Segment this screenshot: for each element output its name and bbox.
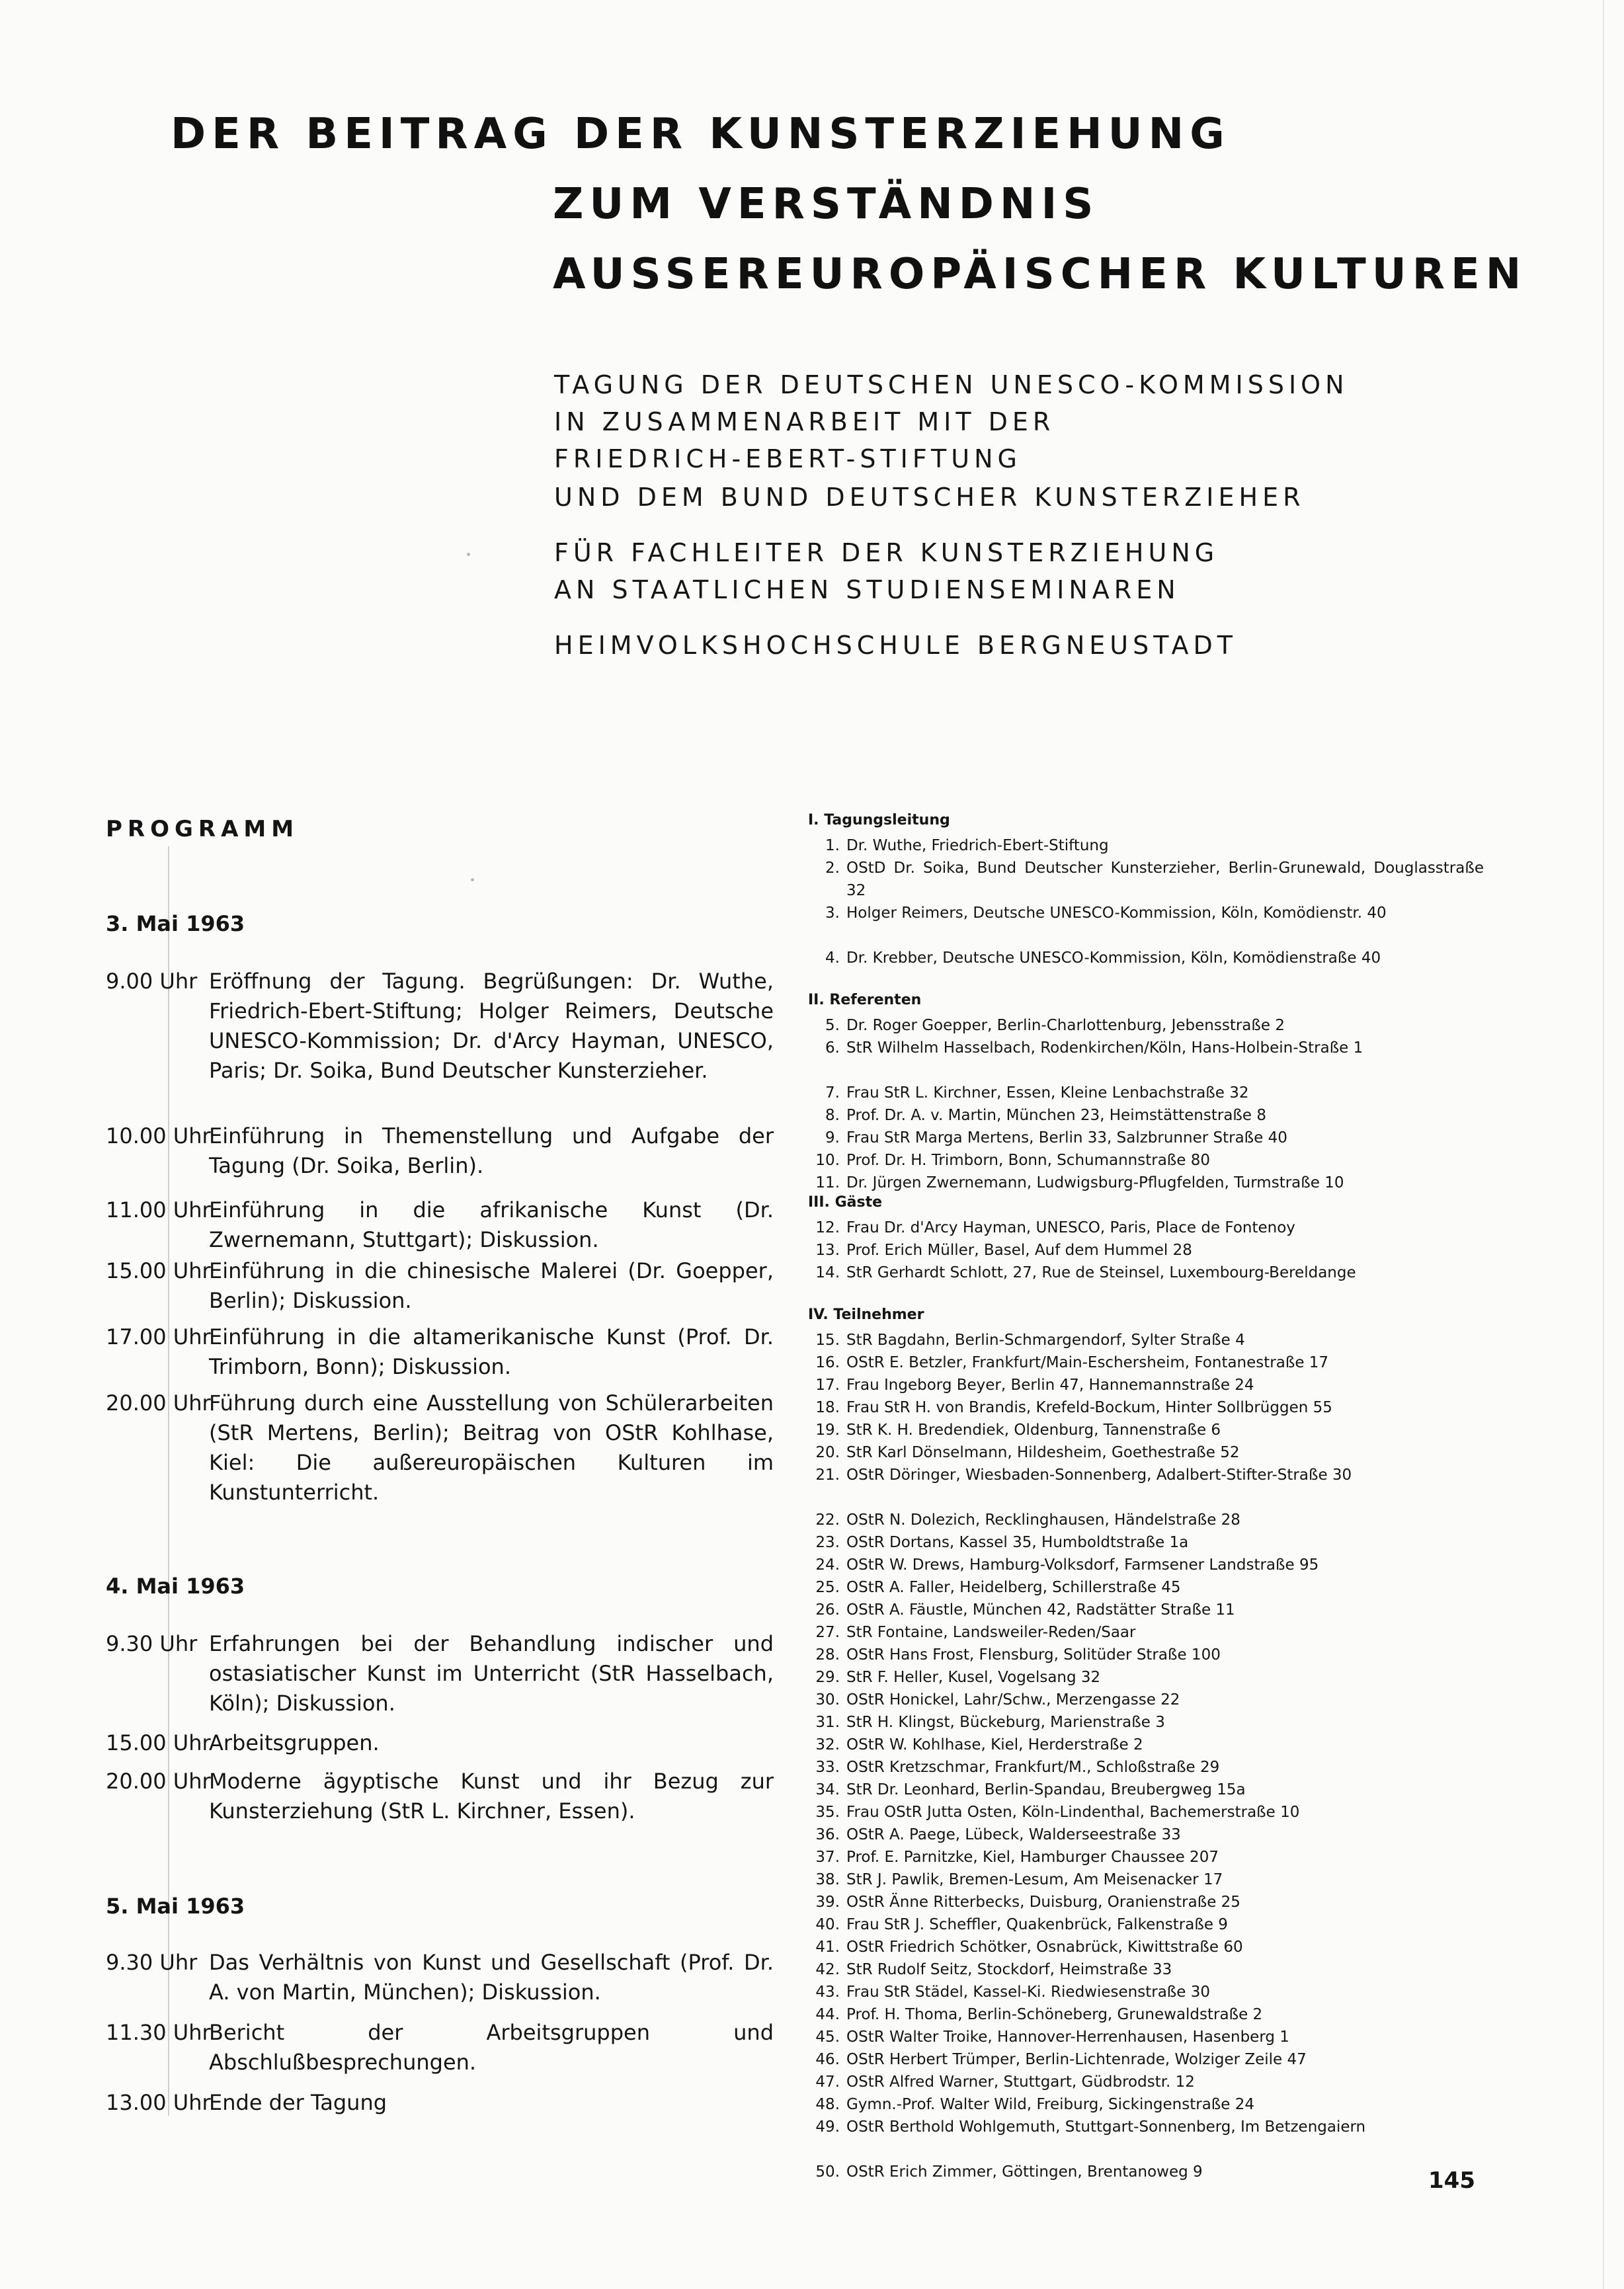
participant-number: 43. — [815, 1984, 840, 2001]
title-line-1: DER BEITRAG DER KUNSTERZIEHUNG — [171, 110, 1231, 159]
program-time: 20.00 Uhr — [106, 1390, 211, 1416]
participant-text: OStR A. Faller, Heidelberg, Schillerstraße 45 — [846, 1579, 1181, 1596]
participant-text: OStR E. Betzler, Frankfurt/Main-Eschersheim, Fontanestraße 17 — [846, 1354, 1329, 1371]
participant-entry — [808, 1801, 1484, 1824]
participant-number: 40. — [815, 1916, 840, 1933]
participant-text: OStR Erich Zimmer, Göttingen, Brentanoweg 9 — [846, 2163, 1203, 2181]
participant-text: Dr. Roger Goepper, Berlin-Charlottenburg, Jebensstraße 2 — [846, 1017, 1285, 1034]
participant-text: Frau StR L. Kirchner, Essen, Kleine Lenbachstraße 32 — [846, 1084, 1249, 1102]
participant-entry — [808, 1531, 1484, 1554]
participant-group-heading: III. Gäste — [808, 1194, 883, 1211]
participant-text: OStR A. Paege, Lübeck, Walderseestraße 33 — [846, 1826, 1181, 1843]
participant-text: StR Gerhardt Schlott, 27, Rue de Steinsel, Luxembourg-Bereldange — [846, 1264, 1356, 1281]
speck-mark — [467, 553, 470, 556]
participant-number: 45. — [815, 2028, 840, 2046]
participant-entry — [808, 2003, 1484, 2026]
day-date: 4. Mai 1963 — [106, 1574, 245, 1599]
participant-number: 7. — [825, 1084, 840, 1102]
program-text: Einführung in die chinesische Malerei (Dr. Goepper, Berlin); Diskussion. — [209, 1258, 774, 1313]
program-item — [106, 1388, 774, 1507]
participant-entry — [808, 947, 1484, 969]
participant-text: StR Wilhelm Hasselbach, Rodenkirchen/Köln, Hans-Holbein-Straße 1 — [846, 1039, 1363, 1057]
participant-entry — [808, 1239, 1484, 1262]
participant-number: 41. — [815, 1939, 840, 1956]
participant-text: StR Fontaine, Landsweiler-Reden/Saar — [846, 1624, 1136, 1641]
participant-entry — [808, 1576, 1484, 1599]
participant-number: 32. — [815, 1736, 840, 1753]
participant-text: StR F. Heller, Kusel, Vogelsang 32 — [846, 1669, 1101, 1686]
participant-text: OStR Dortans, Kassel 35, Humboldtstraße 1a — [846, 1534, 1189, 1551]
participant-number: 20. — [815, 1444, 840, 1461]
participant-text: Frau Ingeborg Beyer, Berlin 47, Hannemannstraße 24 — [846, 1377, 1254, 1394]
participant-entry — [808, 1509, 1484, 1531]
participant-number: 36. — [815, 1826, 840, 1843]
participant-text: StR Karl Dönselmann, Hildesheim, Goethestraße 52 — [846, 1444, 1240, 1461]
participant-number: 30. — [815, 1691, 840, 1708]
participant-text: OStR N. Dolezich, Recklinghausen, Händelstraße 28 — [846, 1511, 1240, 1529]
participant-entry — [808, 902, 1484, 924]
participant-number: 18. — [815, 1399, 840, 1416]
participant-entry — [808, 1172, 1484, 1194]
participant-entry — [808, 1824, 1484, 1846]
participant-entry — [808, 1756, 1484, 1779]
participant-entry — [808, 1262, 1484, 1284]
participant-number: 2. — [825, 860, 840, 877]
participant-text: Frau StR Städel, Kassel-Ki. Riedwiesenstraße 30 — [846, 1984, 1211, 2001]
program-time: 15.00 Uhr — [106, 1258, 211, 1283]
participant-entry — [808, 1981, 1484, 2003]
participant-number: 46. — [815, 2051, 840, 2068]
program-item — [106, 967, 774, 1086]
title-line-2: ZUM VERSTÄNDNIS — [553, 180, 1100, 229]
program-text: Ende der Tagung — [209, 2090, 387, 2115]
participant-text: Prof. E. Parnitzke, Kiel, Hamburger Chaussee 207 — [846, 1849, 1219, 1866]
participant-number: 34. — [815, 1781, 840, 1798]
participant-text: OStR W. Kohlhase, Kiel, Herderstraße 2 — [846, 1736, 1143, 1753]
participant-group-heading: I. Tagungsleitung — [808, 812, 950, 828]
program-text: Einführung in die altamerikanische Kunst (Prof. Dr. Trimborn, Bonn); Diskussion. — [209, 1324, 774, 1379]
participant-number: 11. — [815, 1174, 840, 1191]
program-time: 17.00 Uhr — [106, 1324, 211, 1349]
participant-text: OStR Döringer, Wiesbaden-Sonnenberg, Adalbert-Stifter-Straße 30 — [846, 1466, 1352, 1484]
participant-number: 22. — [815, 1511, 840, 1529]
participant-number: 44. — [815, 2006, 840, 2023]
participant-entry — [808, 1689, 1484, 1711]
participant-text: OStR Herbert Trümper, Berlin-Lichtenrade, Wolziger Zeile 47 — [846, 2051, 1307, 2068]
participant-entry — [808, 2093, 1484, 2116]
participant-entry — [808, 2116, 1484, 2138]
participant-number: 31. — [815, 1714, 840, 1731]
participant-text: StR Bagdahn, Berlin-Schmargendorf, Sylter Straße 4 — [846, 1332, 1245, 1349]
participant-entry — [808, 2026, 1484, 2048]
participant-number: 26. — [815, 1601, 840, 1619]
participant-entry — [808, 1846, 1484, 1868]
program-time: 9.00 Uhr — [106, 969, 198, 994]
day-date: 3. Mai 1963 — [106, 911, 245, 936]
participant-entry — [808, 1554, 1484, 1576]
program-item — [106, 1767, 774, 1826]
participant-number: 9. — [825, 1129, 840, 1146]
participant-number: 25. — [815, 1579, 840, 1596]
program-text: Arbeitsgruppen. — [209, 1730, 380, 1755]
program-text: Führung durch eine Ausstellung von Schülerarbeiten (StR Mertens, Berlin); Beitrag von OStR Kohlhase, Kiel: Die außereuropäischen Kulturen im Kunstunterricht. — [209, 1390, 774, 1505]
participant-text: OStR Honickel, Lahr/Schw., Merzengasse 22 — [846, 1691, 1180, 1708]
participant-entry — [808, 1374, 1484, 1396]
participant-entry — [808, 1666, 1484, 1689]
subtitle-line-4: UND DEM BUND DEUTSCHER KUNSTERZIEHER — [554, 483, 1305, 512]
program-time: 11.30 Uhr — [106, 2020, 211, 2045]
participant-number: 50. — [815, 2163, 840, 2181]
participant-entry — [808, 1891, 1484, 1913]
participant-number: 13. — [815, 1242, 840, 1259]
participant-text: OStR Friedrich Schötker, Osnabrück, Kiwittstraße 60 — [846, 1939, 1243, 1956]
page-number: 145 — [1428, 2167, 1475, 2194]
participant-number: 6. — [825, 1039, 840, 1057]
participant-entry — [808, 1868, 1484, 1891]
programm-heading: PROGRAMM — [106, 816, 300, 842]
participant-number: 37. — [815, 1849, 840, 1866]
participant-entry — [808, 1958, 1484, 1981]
participant-text: Gymn.-Prof. Walter Wild, Freiburg, Sickingenstraße 24 — [846, 2096, 1255, 2113]
participant-text: Prof. Dr. H. Trimborn, Bonn, Schumannstraße 80 — [846, 1152, 1211, 1169]
participant-number: 15. — [815, 1332, 840, 1349]
participant-entry — [808, 2161, 1484, 2183]
participant-number: 5. — [825, 1017, 840, 1034]
program-text: Moderne ägyptische Kunst und ihr Bezug zur Kunsterziehung (StR L. Kirchner, Essen). — [209, 1769, 774, 1824]
subtitle-line-6: AN STAATLICHEN STUDIENSEMINAREN — [554, 575, 1180, 604]
participant-number: 35. — [815, 1804, 840, 1821]
day-date: 5. Mai 1963 — [106, 1894, 245, 1919]
participant-number: 29. — [815, 1669, 840, 1686]
participant-number: 47. — [815, 2073, 840, 2091]
participant-number: 24. — [815, 1556, 840, 1574]
participant-text: OStR Hans Frost, Flensburg, Solitüder Straße 100 — [846, 1646, 1221, 1664]
participant-number: 1. — [825, 837, 840, 854]
program-time: 9.30 Uhr — [106, 1950, 198, 1975]
participant-entry — [808, 1464, 1484, 1486]
page-edge-shadow — [1603, 0, 1604, 2289]
participant-text: StR Rudolf Seitz, Stockdorf, Heimstraße 33 — [846, 1961, 1172, 1978]
participant-entry — [808, 2048, 1484, 2071]
participant-number: 14. — [815, 1264, 840, 1281]
subtitle-line-3: FRIEDRICH-EBERT-STIFTUNG — [554, 444, 1022, 473]
program-item — [106, 1195, 774, 1255]
participant-text: OStR Änne Ritterbecks, Duisburg, Oranienstraße 25 — [846, 1894, 1240, 1911]
program-time: 11.00 Uhr — [106, 1197, 211, 1223]
program-text: Bericht der Arbeitsgruppen und Abschlußbesprechungen. — [209, 2020, 774, 2075]
participant-group-heading: IV. Teilnehmer — [808, 1306, 924, 1323]
participant-entry — [808, 1082, 1484, 1104]
participant-entry — [808, 1779, 1484, 1801]
participant-entry — [808, 834, 1484, 857]
program-item — [106, 1322, 774, 1382]
participant-number: 49. — [815, 2118, 840, 2136]
program-text: Einführung in die afrikanische Kunst (Dr. Zwernemann, Stuttgart); Diskussion. — [209, 1197, 774, 1252]
program-item — [106, 2018, 774, 2077]
program-item — [106, 1948, 774, 2007]
participant-entry — [808, 1419, 1484, 1441]
participant-text: Dr. Wuthe, Friedrich-Ebert-Stiftung — [846, 837, 1109, 854]
participant-number: 16. — [815, 1354, 840, 1371]
participant-text: OStR Alfred Warner, Stuttgart, Güdbrodstr. 12 — [846, 2073, 1195, 2091]
participant-text: OStR Walter Troike, Hannover-Herrenhausen, Hasenberg 1 — [846, 2028, 1289, 2046]
participant-text: OStR Kretzschmar, Frankfurt/M., Schloßstraße 29 — [846, 1759, 1220, 1776]
participant-number: 48. — [815, 2096, 840, 2113]
participant-text: Frau StR Marga Mertens, Berlin 33, Salzbrunner Straße 40 — [846, 1129, 1287, 1146]
participant-number: 38. — [815, 1871, 840, 1888]
program-text: Einführung in Themenstellung und Aufgabe der Tagung (Dr. Soika, Berlin). — [209, 1123, 774, 1178]
participant-number: 42. — [815, 1961, 840, 1978]
subtitle-line-1: TAGUNG DER DEUTSCHEN UNESCO-KOMMISSION — [554, 370, 1349, 399]
participant-entry — [808, 857, 1484, 902]
participant-number: 33. — [815, 1759, 840, 1776]
participant-text: StR H. Klingst, Bückeburg, Marienstraße 3 — [846, 1714, 1165, 1731]
participant-entry — [808, 1913, 1484, 1936]
program-item — [106, 1121, 774, 1181]
participant-text: OStR A. Fäustle, München 42, Radstätter Straße 11 — [846, 1601, 1235, 1619]
participant-number: 28. — [815, 1646, 840, 1664]
program-text: Eröffnung der Tagung. Begrüßungen: Dr. Wuthe, Friedrich-Ebert-Stiftung; Holger Reimers, Deutsche UNESCO-Kommission; Dr. d'Arcy Hayman, UNESCO, Paris; Dr. Soika, Bund Deutscher Kunsterzieher. — [209, 969, 774, 1083]
participant-number: 12. — [815, 1219, 840, 1236]
program-item — [106, 1728, 774, 1758]
program-item — [106, 2088, 774, 2118]
participant-entry — [808, 1711, 1484, 1734]
participant-text: Prof. Erich Müller, Basel, Auf dem Hummel 28 — [846, 1242, 1192, 1259]
program-time: 20.00 Uhr — [106, 1769, 211, 1794]
participant-entry — [808, 1014, 1484, 1037]
participant-number: 3. — [825, 904, 840, 922]
participant-entry — [808, 1149, 1484, 1172]
participant-entry — [808, 1217, 1484, 1239]
participant-number: 10. — [815, 1152, 840, 1169]
subtitle-line-2: IN ZUSAMMENARBEIT MIT DER — [554, 407, 1055, 436]
program-time: 9.30 Uhr — [106, 1631, 198, 1656]
subtitle-line-5: FÜR FACHLEITER DER KUNSTERZIEHUNG — [554, 538, 1219, 567]
participant-number: 19. — [815, 1422, 840, 1439]
participant-entry — [808, 1351, 1484, 1374]
participant-text: Holger Reimers, Deutsche UNESCO-Kommission, Köln, Komödienstr. 40 — [846, 904, 1387, 922]
program-item — [106, 1629, 774, 1718]
participant-text: OStR Berthold Wohlgemuth, Stuttgart-Sonnenberg, Im Betzengaiern — [846, 2118, 1366, 2136]
participant-group-heading: II. Referenten — [808, 992, 922, 1008]
participant-text: Dr. Jürgen Zwernemann, Ludwigsburg-Pflugfelden, Turmstraße 10 — [846, 1174, 1344, 1191]
participant-entry — [808, 1127, 1484, 1149]
participant-entry — [808, 1936, 1484, 1958]
title-line-3: AUSSEREUROPÄISCHER KULTUREN — [553, 250, 1527, 299]
participant-text: StR K. H. Bredendiek, Oldenburg, Tannenstraße 6 — [846, 1422, 1221, 1439]
program-text: Erfahrungen bei der Behandlung indischer und ostasiatischer Kunst im Unterricht (StR Hasselbach, Köln); Diskussion. — [209, 1631, 774, 1716]
participant-number: 17. — [815, 1377, 840, 1394]
subtitle-line-7: HEIMVOLKSHOCHSCHULE BERGNEUSTADT — [554, 631, 1237, 660]
participant-entry — [808, 1644, 1484, 1666]
program-item — [106, 1256, 774, 1316]
program-time: 13.00 Uhr — [106, 2090, 211, 2115]
participant-entry — [808, 1734, 1484, 1756]
participant-number: 4. — [825, 949, 840, 967]
participant-entry — [808, 1104, 1484, 1127]
program-time: 15.00 Uhr — [106, 1730, 211, 1755]
participant-text: Prof. Dr. A. v. Martin, München 23, Heimstättenstraße 8 — [846, 1107, 1266, 1124]
speck-mark — [471, 878, 474, 881]
participant-text: StR J. Pawlik, Bremen-Lesum, Am Meisenacker 17 — [846, 1871, 1223, 1888]
participant-number: 23. — [815, 1534, 840, 1551]
program-text: Das Verhältnis von Kunst und Gesellschaft (Prof. Dr. A. von Martin, München); Diskussion. — [209, 1950, 774, 2005]
participant-text: Prof. H. Thoma, Berlin-Schöneberg, Grunewaldstraße 2 — [846, 2006, 1263, 2023]
participant-entry — [808, 2071, 1484, 2093]
participant-text: OStR W. Drews, Hamburg-Volksdorf, Farmsener Landstraße 95 — [846, 1556, 1319, 1574]
program-time: 10.00 Uhr — [106, 1123, 211, 1148]
participant-entry — [808, 1621, 1484, 1644]
participant-number: 27. — [815, 1624, 840, 1641]
participant-entry — [808, 1396, 1484, 1419]
participant-text: Frau OStR Jutta Osten, Köln-Lindenthal, Bachemerstraße 10 — [846, 1804, 1300, 1821]
participant-number: 8. — [825, 1107, 840, 1124]
participant-text: Frau StR J. Scheffler, Quakenbrück, Falkenstraße 9 — [846, 1916, 1228, 1933]
participant-text: StR Dr. Leonhard, Berlin-Spandau, Breubergweg 15a — [846, 1781, 1246, 1798]
participant-number: 39. — [815, 1894, 840, 1911]
participant-number: 21. — [815, 1466, 840, 1484]
participant-entry — [808, 1037, 1484, 1059]
participant-entry — [808, 1441, 1484, 1464]
participant-text: Frau StR H. von Brandis, Krefeld-Bockum, Hinter Sollbrüggen 55 — [846, 1399, 1332, 1416]
participant-text: OStD Dr. Soika, Bund Deutscher Kunsterzieher, Berlin-Grunewald, Douglasstraße 32 — [846, 860, 1484, 899]
participant-text: Dr. Krebber, Deutsche UNESCO-Kommission, Köln, Komödienstraße 40 — [846, 949, 1381, 967]
participant-text: Frau Dr. d'Arcy Hayman, UNESCO, Paris, Place de Fontenoy — [846, 1219, 1295, 1236]
participant-entry — [808, 1329, 1484, 1351]
participant-entry — [808, 1599, 1484, 1621]
